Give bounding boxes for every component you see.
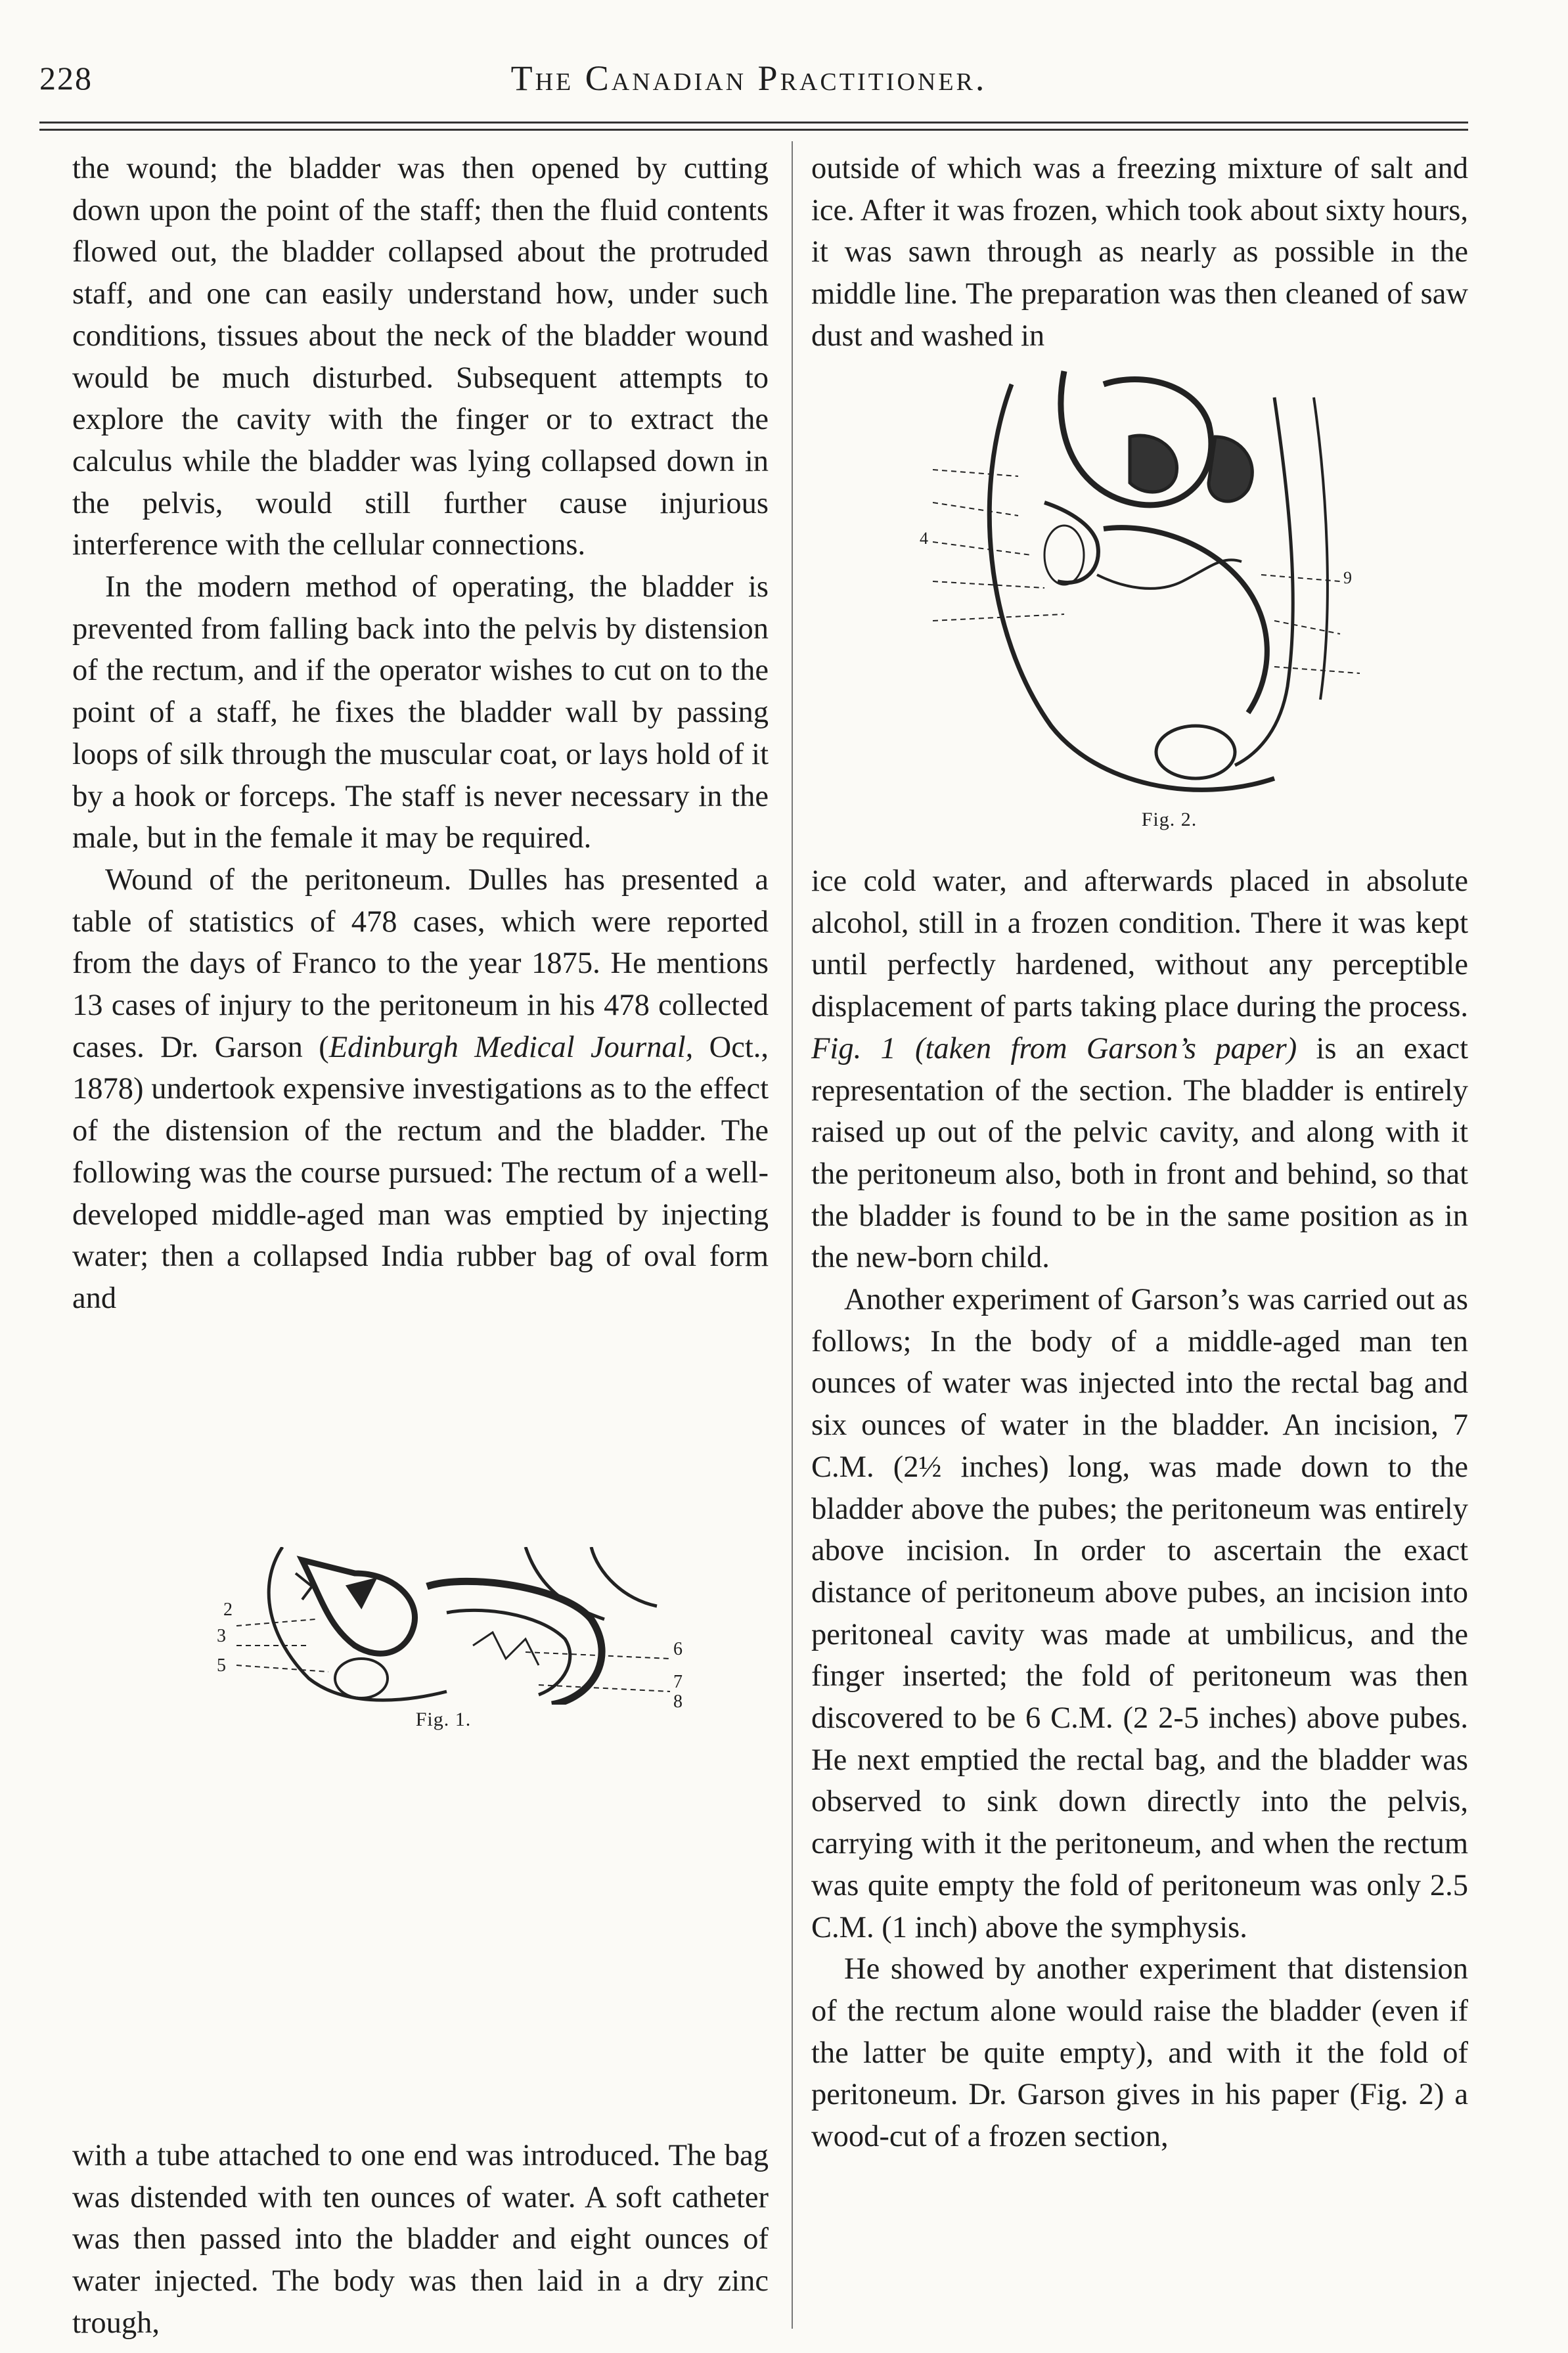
paragraph: with a tube attached to one end was introduced. The bag was distended with ten ounces of water. A soft catheter was then passed into the bladder and eight ounces of water injected. The body was then laid in a dry zinc trough, (72, 2139, 769, 2340)
header-rule-top (39, 122, 1468, 123)
left-column-bottom (72, 2135, 769, 2344)
fig1-caption: Fig. 1. (415, 1709, 472, 1730)
fig1-label: 2 (223, 1600, 233, 1620)
fig2-caption: Fig. 2. (1141, 809, 1198, 830)
fig1-label: 5 (217, 1655, 226, 1676)
fig2-label: 9 (1343, 568, 1352, 587)
page-number: 228 (39, 60, 93, 97)
fig1-label: 3 (217, 1626, 226, 1646)
paragraph: ice cold water, and afterwards placed in absolute alcohol, still in a frozen condition. There it was kept until perfectly hardened, without any perceptible displacement of parts taking place during the process. Fig. 1 (taken from Garson’s paper) is an exact representation of the section. The bladder is entirely raised up out of the pelvic cavity, and along with it the peritoneum also, both in front and behind, so that the bladder is found to be in the same position as in the new-born child. (811, 864, 1468, 1275)
paragraph: the wound; the bladder was then opened by cutting down upon the point of the staff; then the fluid contents flowed out, the bladder collapsed about the protruded staff, and one can easily understand how, under such conditions, tissues about the neck of the bladder wound would be much disturbed. Subsequent attempts to explore the cavity with the finger or to extract the calculus while the bladder was lying collapsed down in the pelvis, would still further cause injurious interference with the cellular connections. (72, 152, 769, 562)
left-column-top (72, 148, 769, 1320)
page-header (39, 46, 1458, 105)
fig1-label: 6 (673, 1639, 683, 1659)
fig2-sagittal-section-illustration (933, 358, 1406, 805)
paragraph: outside of which was a freezing mixture of salt and ice. After it was frozen, which took about sixty hours, it was sawn through as nearly as possible in the middle line. The preparation was then cleaned of saw dust and washed in (811, 152, 1468, 353)
paragraph: Wound of the peritoneum. Dulles has presented a table of statistics of 478 cases, which were reported from the days of Franco to the year 1875. He mentions 13 cases of injury to the peritoneum in his 478 collected cases. Dr. Garson (Edinburgh Medical Journal, Oct., 1878) undertook expensive investigations as to the effect of the distension of the rectum and the bladder. The following was the course pursued: The rectum of a well-developed middle-aged man was emptied by injecting water; then a collapsed India rubber bag of oval form and (72, 863, 769, 1315)
paragraph: Another experiment of Garson’s was carried out as follows; In the body of a middle-aged man ten ounces of water was injected into the rectal bag and six ounces of water in the bladder. An incision, 7 C.M. (2½ inches) long, was made down to the bladder above the pubes; the peritoneum was entirely above incision. In order to ascertain the exact distance of peritoneum above pubes, an incision into peritoneal cavity was made at umbilicus, and the finger inserted; the fold of peritoneum was then discovered to be 6 C.M. (2 2-5 inches) above pubes. He next emptied the rectal bag, and the bladder was observed to sink down directly into the pelvis, carrying with it the peritoneum, and when the rectum was quite empty the fold of peritoneum was only 2.5 C.M. (1 inch) above the symphysis. (811, 1283, 1468, 1944)
right-column-bottom (811, 861, 1468, 2158)
paragraph: He showed by another experiment that distension of the rectum alone would raise the bladder (even if the latter be quite empty), and with it the fold of peritoneum. Dr. Garson gives in his paper (Fig. 2) a wood-cut of a frozen section, (811, 1952, 1468, 2154)
fig2-label: 4 (920, 529, 928, 548)
paragraph: In the modern method of operating, the bladder is prevented from falling back into the pelvis by distension of the rectum, and if the operator wishes to cut on to the point of a staff, he fixes the bladder wall by passing loops of silk through the muscular coat, or lays hold of it by a hook or forceps. The staff is never necessary in the male, but in the female it may be required. (72, 570, 769, 855)
fig1-sagittal-section-illustration (197, 1547, 690, 1705)
fig1-label: 7 (673, 1672, 683, 1692)
fig1-label: 8 (673, 1692, 683, 1712)
figure-1 (197, 1547, 690, 1737)
right-column-top (811, 148, 1468, 357)
journal-title: Edinburgh Medical Journal, (328, 1030, 694, 1064)
figure-reference: Fig. 1 (taken from Garson’s paper) (811, 1031, 1297, 1065)
running-title: The Canadian Practitioner. (510, 58, 987, 98)
column-divider (792, 141, 793, 2329)
figure-2 (920, 358, 1406, 838)
header-rule-bottom (39, 129, 1468, 131)
